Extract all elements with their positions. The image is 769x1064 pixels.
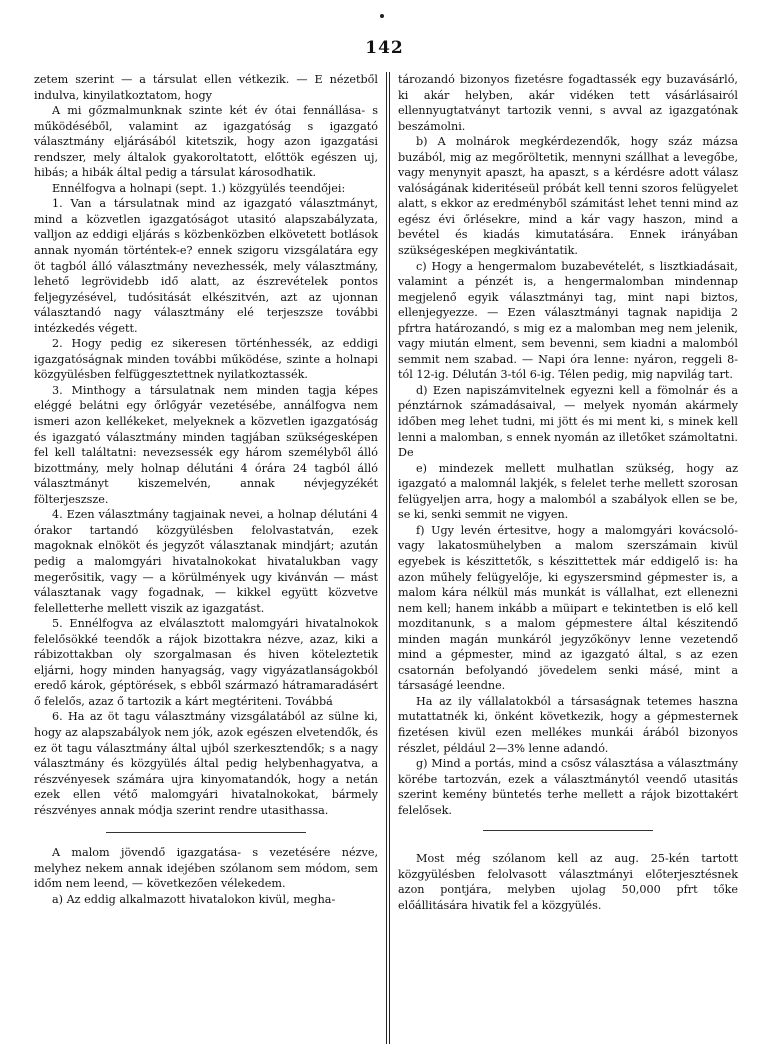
- left-column: [34, 72, 378, 907]
- paragraph: tározandó bizonyos fizetésre fogadtassék egy buzavásárló, ki akár helyben, akár vidéken tett vásárlásairól ellennyugtatványt tartozik venni, s avval az igazgatónak beszámolni.: [398, 73, 738, 133]
- page-number: 142: [365, 38, 404, 58]
- paragraph: 1. Van a társulatnak mind az igazgató választmányt, mind a közvetlen igazgatóságot utasitó alapszabályzata, valljon az eddigi eljárás s közbenközben elkövetett botlások annak nyomán történtek-e? ennek szigoru vizsgálatára egy öt tagból álló választmány nevezhessék, mely választmány, lehető legrövidebb idő alatt, az észrevételek pontos feljegyzésével, tudósitását elkészitvén, azt az ujonnan választandó nagy választmány elé terjeszsze további intézkedés végett.: [34, 197, 378, 335]
- paragraph: g) Mind a portás, mind a csősz választása a választmány körébe tartozván, ezek a választmánytól veendő utasitás szerint kemény büntetés terhe mellett a rájok bizottakért felelősek.: [398, 757, 738, 817]
- paragraph: e) mindezek mellett mulhatlan szükség, hogy az igazgató a malomnál lakjék, s felelet terhe mellett szorosan felügyeljen arra, hogy a malomból a szabályok ellen se be, se ki, senki semmit ne vigyen.: [398, 461, 738, 522]
- paragraph: b) A molnárok megkérdezendők, hogy száz mázsa buzából, mig az megőröltetik, mennyni szállhat a levegőbe, vagy menynyit apaszt, ha apaszt, s a kérdésre adott válasz valóságának kideritéseül próbát kell tenni szoros felügyelet alatt, s ekkor az eredményből számitást lehet tenni mind az egész évi őrlésekre, mind a kár vagy haszon, mind a bevétel és kiadás kimutatására. Ennek irányában szükségesképen megkivántatik.: [398, 135, 738, 258]
- paragraph: 5. Ennélfogva az elválasztott malomgyári hivatalnokok felelősökké teendők a rájok bizottakra nézve, azaz, kiki a rábizottakban oly szorgalmasan és hiven köteleztetik eljárni, hogy minden hanyagság, vagy vigyázatlanságokból eredő károk, géptörések, s ebből származó hátramaradásért ő felelős, azaz ő tartozik a kárt megtériteni. Továbbá: [34, 617, 378, 708]
- paragraph: zetem szerint — a társulat ellen vétkezik. — E nézetből indulva, kinyilatkoztatom, hogy: [34, 73, 378, 102]
- paragraph: f) Ugy levén értesitve, hogy a malomgyári kovácsoló- vagy lakatosmühelyben a malom szerszámain kivül egyebek is készittetők, s készittettek már eddigelő is: ha azon műhely felügyelője, ki egyszersmind gépmester is, a malom kára nélkül más munkát is vállalhat, ezt ellenezni nem kell; hanem inkább a müipart e tekintetben is elő kell mozditanunk, s a malom gépmestere által készitendő minden magán munkáról jegyzőkönyv lenne vezetendő mind a gépmester, mind az igazgató által, s az ezen csatornán befolyandó jövedelem senki másé, mint a társaságé leendne.: [398, 523, 738, 693]
- ink-dot: [380, 14, 384, 18]
- paragraph: a) Az eddig alkalmazott hivatalokon kivül, megha-: [52, 892, 336, 906]
- right-column: [398, 72, 738, 913]
- paragraph: A malom jövendő igazgatása- s vezetésére nézve, melyhez nekem annak idejében szólanom sem módom, sem időm nem leend, — következően vélekedem.: [34, 846, 378, 891]
- paragraph: Ha az ily vállalatokból a társaságnak tetemes haszna mutattatnék ki, önként következik, hogy a gépmesternek fizetésen kivül ezen mellékes munkái árából bizonyos részlet, például 2—3% lenne adandó.: [398, 694, 738, 755]
- paragraph: Most még szólanom kell az aug. 25-kén tartott közgyülésben felolvasott választmányi előterjesztésnek azon pontjára, melyben ujolag 50,000 pfrt tőke előállitására hivatik fel a közgyülés.: [398, 852, 738, 912]
- section-rule: [106, 832, 306, 833]
- paragraph: 6. Ha az öt tagu választmány vizsgálatából az sülne ki, hogy az alapszabályok nem jók, azok egészen elvetendők, és ez öt tagu választmány által ujból szerkesztendők; s a nagy választmány és közgyülés által pedig helybenhagyatva, a részvényesek számára ujra kinyomatandók, hogy a netán ezek ellen vétő malomgyári hivatalnokokat, bármely részvényes annak módja szerint rendre utasithassa.: [34, 710, 378, 817]
- paragraph: 4. Ezen választmány tagjainak nevei, a holnap délutáni 4 órakor tartandó közgyülésben felolvastatván, ezek magoknak elnököt és jegyzőt választanak mindjárt; azután pedig a malomgyári hivatalnokokat hivatalukban vagy megerősitik, vagy — a körülmények ugy kivánván — mást választanak vagy fogadnak, — kikkel együtt közvetve felelletterhe mellett viszik az igazgatást.: [34, 508, 378, 615]
- paragraph: 2. Hogy pedig ez sikeresen történhessék, az eddigi igazgatóságnak minden további működése, szinte a holnapi közgyülésben felfüggesztettnek nyilatkoztassék.: [34, 337, 378, 382]
- paragraph: c) Hogy a hengermalom buzabevételét, s lisztkiadásait, valamint a pénzét is, a hengermalomban mindennap megjelenő egyik választmányi tag, mint napi biztos, ellenjegyezze. — Ezen választmányi tagnak napidija 2 pfrtra határozandó, s mig ez a malomban meg nem jelenik, vagy miután elment, sem bevenni, sem kiadni a malomból semmit nem szabad. — Napi óra lenne: nyáron, reggeli 8-tól 12-ig. Délután 3-tól 6-ig. Télen pedig, mig napvilág tart.: [398, 259, 738, 382]
- paragraph: A mi gőzmalmunknak szinte két év ótai fennállása- s működéséből, valamint az igazgatóság s igazgató választmány eljárásából kitetszik, hogy azon igazgatási rendszer, mely általok gyakoroltatott, előttök egészen uj, hibás; a hibák által pedig a társulat károsodhatik.: [34, 104, 378, 180]
- paragraph: 3. Minthogy a társulatnak nem minden tagja képes eléggé belátni egy őrlőgyár vezetésébe, annálfogva nem ismeri azon kellékeket, melyeknek a közvetlen igazgatóság és igazgató választmány minden tagjában szükségesképen fel kell találtatni: nevezsessék egy három személyből álló bizottmány, mely holnap délutáni 4 órára 24 tagból álló választmányt kiszemelvén, annak névjegyzékét fölterjeszsze.: [34, 383, 378, 506]
- column-divider: [386, 72, 387, 1044]
- paragraph: Ennélfogva a holnapi (sept. 1.) közgyülés teendőjei:: [52, 181, 346, 195]
- column-divider: [389, 72, 390, 1044]
- paragraph: d) Ezen napiszámvitelnek egyezni kell a fömolnár és a pénztárnok számadásaival, — melyek nyomán akármely időben meg lehet tudni, mi jött és mi ment ki, s minek kell lenni a malomban, s ennek nyomán az illetőket számoltatni. De: [398, 383, 738, 460]
- section-rule: [483, 830, 653, 831]
